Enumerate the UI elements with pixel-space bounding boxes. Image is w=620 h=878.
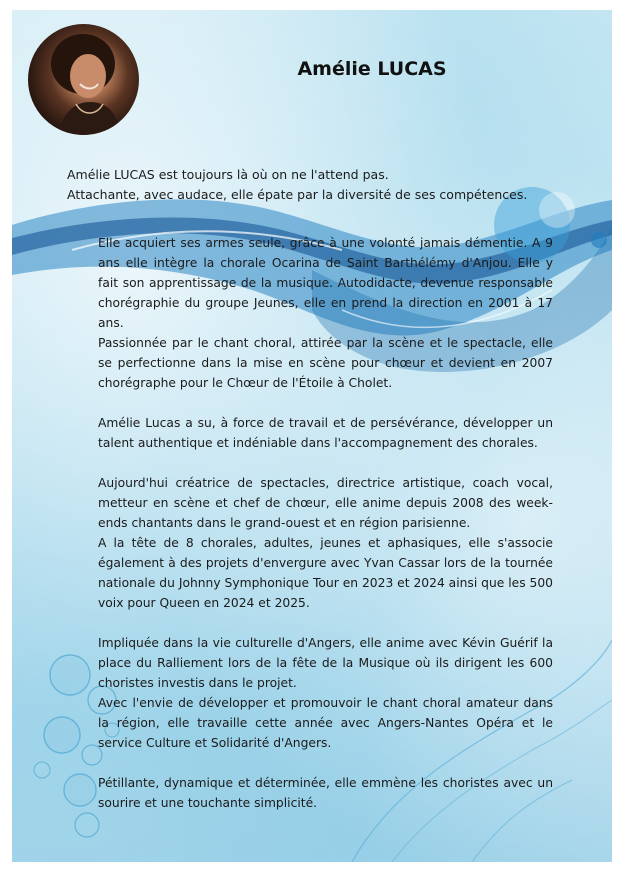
paragraph: Aujourd'hui créatrice de spectacles, directrice artistique, coach vocal, metteur en scène et chef de chœur, elle anime depuis 2008 des week-ends chantants dans le grand-ouest et en région parisienne. xyxy=(98,476,553,530)
page-background xyxy=(12,10,612,862)
paragraph: Avec l'envie de développer et promouvoir le chant choral amateur dans la région, elle travaille cette année avec Angers-Nantes Opéra et le service Culture et Solidarité d'Angers. xyxy=(98,696,553,750)
paragraph: Pétillante, dynamique et déterminée, elle emmène les choristes avec un sourire et une touchante simplicité. xyxy=(98,776,553,810)
paragraph: Elle acquiert ses armes seule, grâce à une volonté jamais démentie. A 9 ans elle intègre la chorale Ocarina de Saint Barthélémy d'Anjou. Elle y fait son apprentissage de la musique. Autodidacte, devenue responsable chorégraphie du groupe Jeunes, elle en prend la direction en 2001 à 17 ans. xyxy=(98,236,553,330)
paragraph: Amélie Lucas a su, à force de travail et de persévérance, développer un talent authentique et indéniable dans l'accompagnement des chorales. xyxy=(98,416,553,450)
paragraph: Passionnée par le chant choral, attirée par la scène et le spectacle, elle se perfectionne dans la mise en scène pour chœur et devient en 2007 chorégraphe pour le Chœur de l'Étoile à Cholet. xyxy=(98,336,553,390)
paragraph: A la tête de 8 chorales, adultes, jeunes et aphasiques, elle s'associe également à des projets d'envergure avec Yvan Cassar lors de la tournée nationale du Johnny Symphonique Tour en 2023 et 2024 ainsi que les 500 voix pour Queen en 2024 et 2025. xyxy=(98,536,553,610)
page-title: Amélie LUCAS xyxy=(297,58,447,80)
portrait-photo xyxy=(28,24,139,135)
intro-line: Attachante, avec audace, elle épate par la diversité de ses compétences. xyxy=(67,187,528,202)
intro-text xyxy=(67,165,587,205)
intro-line: Amélie LUCAS est toujours là où on ne l'attend pas. xyxy=(67,167,389,182)
biography-body xyxy=(98,233,553,813)
paragraph: Impliquée dans la vie culturelle d'Angers, elle anime avec Kévin Guérif la place du Ralliement lors de la fête de la Musique où ils dirigent les 600 choristes investis dans le projet. xyxy=(98,636,553,690)
